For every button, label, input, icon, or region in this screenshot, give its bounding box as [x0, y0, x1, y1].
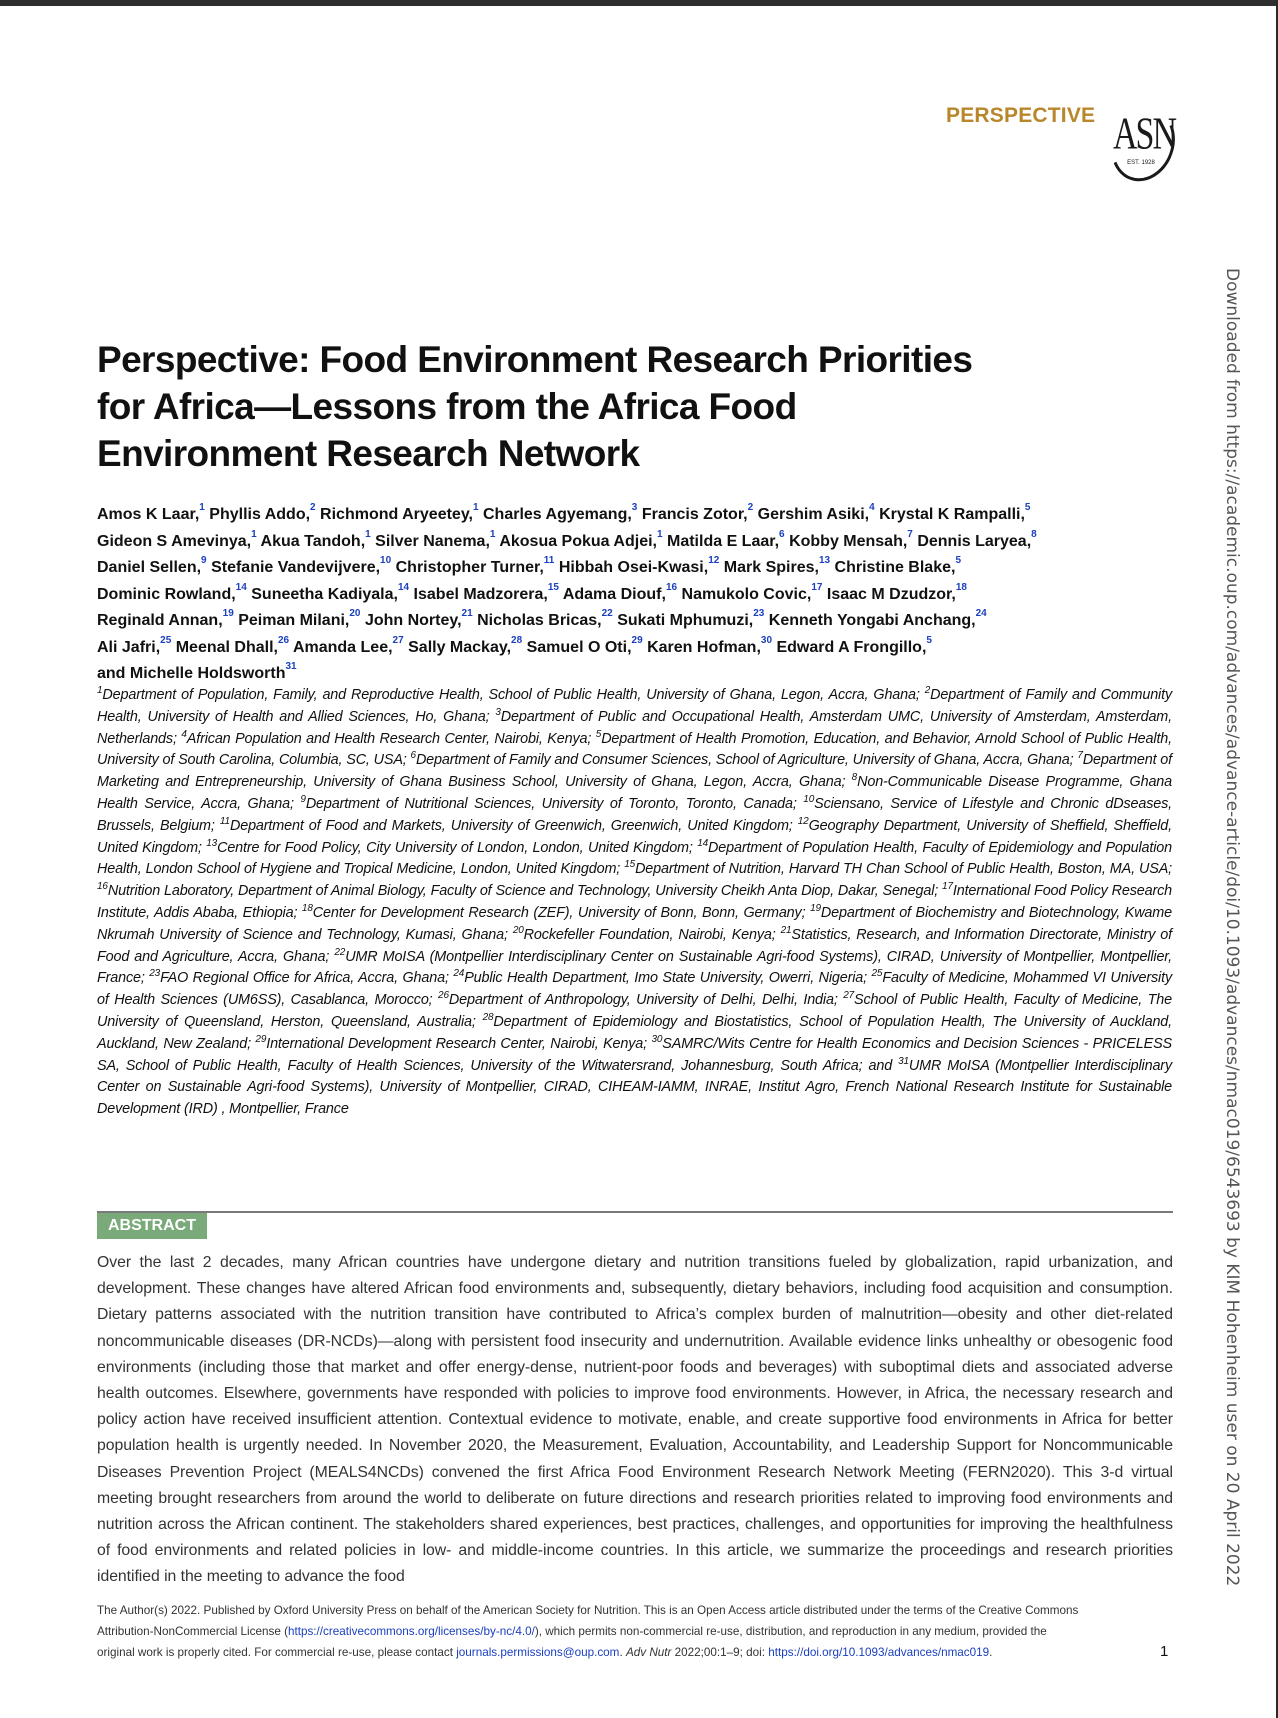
affiliation-number: 11	[219, 815, 230, 827]
author-name: Francis Zotor,	[641, 506, 748, 523]
author-affiliation-ref[interactable]: 27	[392, 634, 404, 646]
footer-text: Attribution-NonCommercial License (	[97, 1625, 288, 1638]
affiliation-number: 30	[651, 1033, 663, 1045]
affiliation-number: 1	[97, 685, 103, 696]
article-title-line: for Africa—Lessons from the Africa Food	[97, 386, 797, 427]
author-affiliation-ref[interactable]: 2	[747, 502, 754, 513]
author-name: Kenneth Yongabi Anchang,	[768, 612, 976, 629]
footer-text: .	[989, 1646, 993, 1659]
author-affiliation-ref[interactable]: 9	[201, 555, 207, 566]
author-name: Sukati Mphumuzi,	[617, 612, 754, 629]
author-list	[97, 502, 1197, 688]
affiliation-text: Faculty of Medicine, Mohammed VI University of Health Sciences (UM6SS), Casablanca, Morocco;	[97, 970, 1172, 1009]
abstract-label: ABSTRACT	[97, 1213, 207, 1239]
page-number: 1	[1160, 1643, 1169, 1660]
affiliation-number: 26	[438, 990, 449, 1002]
affiliation-number: 5	[595, 728, 602, 740]
abstract-divider	[97, 1211, 1173, 1213]
affiliation-text: UMR MoISA (Montpellier Interdisciplinary Center on Sustainable Agri-food Systems), University of Montpellier, CIRAD, CIHEAM-IAMM, INRAE, Institut Agro, French National Research Institute for Sustainable Development (IRD) , Montpellier, France	[97, 1057, 1172, 1118]
asn-logo-est: EST. 1928	[1127, 160, 1155, 166]
author-name: Amos K Laar,	[97, 506, 200, 523]
author-affiliation-ref[interactable]: 6	[779, 528, 785, 540]
affiliation-text: International Development Research Center, Nairobi, Kenya;	[266, 1035, 652, 1052]
author-name: Krystal K Rampalli,	[879, 506, 1025, 523]
author-affiliation-ref[interactable]: 25	[160, 634, 172, 646]
affiliation-text: Geography Department, University of Sheffield, Sheffield, United Kingdom;	[97, 817, 1172, 856]
footer-line	[97, 1642, 1157, 1663]
footer-text: original work is properly cited. For commercial re-use, please contact	[97, 1646, 457, 1659]
author-name: Charles Agyemang,	[483, 506, 632, 523]
author-name: Namukolo Covic,	[681, 585, 812, 603]
author-name: Christine Blake,	[834, 559, 956, 576]
permissions-email-link[interactable]: journals.permissions@oup.com	[456, 1646, 620, 1659]
author-line	[97, 661, 1197, 688]
affiliation-number: 9	[300, 793, 306, 805]
author-affiliation-ref[interactable]: 29	[631, 634, 643, 646]
footer-copyright	[97, 1600, 1157, 1663]
footer-text: ), which permits non-commercial re-use, distribution, and reproduction in any medium, provided the	[534, 1625, 1047, 1638]
author-affiliation-ref[interactable]: 21	[461, 608, 473, 619]
author-name: Isabel Madzorera,	[413, 585, 548, 603]
author-affiliation-ref[interactable]: 10	[380, 555, 392, 566]
article-title-line: Perspective: Food Environment Research Priorities	[97, 339, 973, 380]
author-name: Akosua Pokua Adjei,	[499, 532, 657, 550]
author-affiliation-ref[interactable]: 1	[199, 502, 205, 513]
affiliation-text: International Food Policy Research Institute, Addis Ababa, Ethiopia;	[97, 883, 1172, 921]
affiliation-text: Department of Nutrition, Harvard TH Chan School of Public Health, Boston, MA, USA;	[635, 861, 1172, 878]
author-name: and Michelle Holdsworth	[97, 665, 286, 682]
author-name: Meenal Dhall,	[175, 638, 278, 656]
author-affiliation-ref[interactable]: 1	[365, 528, 371, 540]
affiliation-text: Department of Food and Markets, University of Greenwich, Greenwich, United Kingdom;	[229, 817, 798, 834]
affiliation-number: 3	[495, 706, 501, 718]
author-affiliation-ref[interactable]: 1	[489, 528, 496, 540]
author-line	[97, 608, 1197, 635]
author-name: Christopher Turner,	[395, 559, 544, 576]
affiliation-text: Non-Communicable Disease Programme, Ghana Health Service, Accra, Ghana;	[97, 774, 1173, 812]
author-affiliation-ref[interactable]: 19	[222, 608, 234, 619]
author-line	[97, 555, 1197, 582]
asn-logo-text: ASN	[1113, 109, 1176, 160]
affiliation-number: 29	[255, 1033, 267, 1045]
author-name: Sally Mackay,	[408, 638, 512, 656]
author-affiliation-ref[interactable]: 14	[397, 581, 410, 593]
affiliation-number: 24	[453, 968, 465, 980]
affiliation-text: Department of Population, Family, and Reproductive Health, School of Public Health, University of Ghana, Legon, Accra, Ghana;	[102, 687, 925, 703]
affiliation-text: Department of Nutritional Sciences, University of Toronto, Toronto, Canada;	[305, 795, 804, 812]
footer-line	[97, 1621, 1157, 1642]
affiliation-number: 21	[780, 924, 792, 936]
author-affiliation-ref[interactable]: 5	[926, 634, 932, 646]
author-name: Phyllis Addo,	[209, 506, 311, 523]
affiliation-text: Department of Epidemiology and Biostatistics, School of Population Health, The University of Auckland, Auckland, New Zealand;	[97, 1013, 1173, 1052]
article-type-label: PERSPECTIVE	[946, 104, 1096, 127]
author-name: Hibbah Osei-Kwasi,	[558, 559, 709, 576]
author-affiliation-ref[interactable]: 20	[349, 608, 361, 619]
affiliation-text: Public Health Department, Imo State University, Owerri, Nigeria;	[464, 970, 872, 987]
affiliation-number: 25	[871, 968, 883, 980]
affiliation-text: Department of Population Health, Faculty of Epidemiology and Population Health, London School of Hygiene and Tropical Medicine, London, United Kingdom;	[97, 839, 1173, 878]
author-name: Edward A Frongillo,	[776, 638, 927, 656]
author-affiliation-ref[interactable]: 14	[235, 581, 247, 593]
author-name: Isaac M Dzudzor,	[826, 585, 956, 603]
affiliation-text: Sciensano, Service of Lifestyle and Chronic dDseases, Brussels, Belgium;	[97, 795, 1173, 834]
author-affiliation-ref[interactable]: 11	[543, 555, 555, 566]
footer-text: .	[619, 1646, 626, 1659]
author-affiliation-ref[interactable]: 13	[818, 555, 831, 566]
affiliation-number: 18	[301, 902, 313, 914]
author-affiliation-ref[interactable]: 28	[511, 634, 523, 646]
author-affiliation-ref[interactable]: 18	[955, 581, 967, 593]
author-affiliation-ref[interactable]: 3	[631, 502, 638, 513]
author-line	[97, 635, 1197, 662]
affiliation-number: 15	[624, 859, 636, 871]
abstract-text: Over the last 2 decades, many African countries have undergone dietary and nutrition transitions fueled by globalization, rapid urbanization, and development. These changes have altered African food environments and, subsequently, dietary behaviors, including food acquisition and consumption. Dietary patterns associated with the nutrition transition have contributed to Africa’s complex burden of malnutrition—obesity and other diet-related noncommunicable diseases (DR-NCDs)—along with persistent food insecurity and undernutrition. Available evidence links unhealthy or obesogenic food environments (including those that market and offer energy-dense, nutrient-poor foods and beverages) with suboptimal diets and associated adverse health outcomes. Elsewhere, governments have responded with policies to improve food environments. However, in Africa, the necessary research and policy action have received insufficient attention. Contextual evidence to motivate, enable, and create supportive food environments in Africa for better population health is urgently needed. In November 2020, the Measurement, Evaluation, Accountability, and Leadership Support for Noncommunicable Diseases Prevention Project (MEALS4NCDs) convened the first Africa Food Environment Research Network Meeting (FERN2020). This 3-d virtual meeting brought researchers from around the world to deliberate on future directions and research priorities related to improving food environments and nutrition across the African continent. The stakeholders shared experiences, best practices, challenges, and opportunities for improving the healthfulness of food environments and related policies in low- and middle-income countries. In this article, we summarize the proceedings and research priorities identified in the meeting to advance the food	[97, 1254, 1173, 1586]
affiliation-list	[97, 685, 1172, 1121]
author-name: Reginald Annan,	[97, 612, 223, 629]
download-watermark-text: Downloaded from https://academic.oup.com/advances/advance-article/doi/10.1093/advances/nmac019/6543693 by KIM Hohenheim user on 20 April 2022	[1222, 268, 1242, 1587]
affiliation-number: 19	[810, 902, 821, 914]
doi-link[interactable]: https://doi.org/10.1093/advances/nmac019	[768, 1646, 990, 1659]
author-affiliation-ref[interactable]: 26	[277, 634, 290, 646]
author-name: Mark Spires,	[723, 559, 819, 576]
license-link[interactable]: https://creativecommons.org/licenses/by-nc/4.0/	[287, 1625, 535, 1638]
author-name: Samuel O Oti,	[526, 638, 632, 656]
affiliation-number: 13	[206, 837, 218, 849]
affiliation-number: 16	[97, 881, 108, 893]
author-line	[97, 502, 1197, 529]
author-affiliation-ref[interactable]: 1	[472, 502, 479, 513]
author-name: Ali Jafri,	[97, 638, 161, 656]
journal-name: Adv Nutr	[625, 1646, 672, 1659]
download-watermark	[1222, 268, 1242, 1587]
author-line	[97, 529, 1197, 556]
author-name: John Nortey,	[364, 612, 462, 629]
author-line	[97, 582, 1197, 609]
affiliation-text: Department of Anthropology, University of Delhi, Delhi, India;	[448, 992, 844, 1009]
affiliation-number: 22	[334, 946, 346, 958]
author-name: Dominic Rowland,	[97, 585, 236, 603]
author-name: Richmond Aryeetey,	[320, 506, 473, 523]
author-affiliation-ref[interactable]: 22	[601, 608, 613, 619]
affiliation-text: Department of Public and Occupational Health, Amsterdam UMC, University of Amsterdam, Amsterdam, Netherlands;	[97, 708, 1172, 747]
author-affiliation-ref[interactable]: 1	[251, 528, 257, 540]
author-affiliation-ref[interactable]: 4	[869, 502, 875, 513]
author-affiliation-ref[interactable]: 31	[285, 661, 297, 672]
affiliation-text: FAO Regional Office for Africa, Accra, Ghana;	[160, 970, 454, 987]
affiliation-number: 4	[181, 728, 187, 740]
affiliation-text: UMR MoISA (Montpellier Interdisciplinary Center on Sustainable Agri-food Systems), CIRAD, University of Montpellier, Montpellier, France;	[97, 948, 1172, 987]
affiliation-text: Department of Biochemistry and Biotechnology, Kwame Nkrumah University of Science and Technology, Kumasi, Ghana;	[97, 904, 1172, 943]
footer-line: The Author(s) 2022. Published by Oxford University Press on behalf of the American Society for Nutrition. This is an Open Access article distributed under the terms of the Creative Commons	[97, 1604, 1079, 1617]
affiliation-number: 12	[797, 815, 809, 827]
affiliation-number: 17	[942, 881, 953, 893]
author-name: Amanda Lee,	[292, 638, 393, 656]
author-affiliation-ref[interactable]: 1	[656, 528, 663, 540]
affiliation-text: African Population and Health Research Center, Nairobi, Kenya;	[186, 730, 596, 747]
asn-logo	[1110, 102, 1176, 184]
author-affiliation-ref[interactable]: 5	[955, 555, 962, 566]
affiliation-number: 23	[149, 968, 161, 980]
affiliation-number: 6	[410, 750, 416, 762]
affiliation-text: Centre for Food Policy, City University of London, London, United Kingdom;	[217, 839, 698, 856]
affiliation-text: Statistics, Research, and Information Directorate, Ministry of Food and Agriculture, Accra, Ghana;	[97, 926, 1172, 965]
author-name: Suneetha Kadiyala,	[251, 585, 398, 603]
affiliation-text: Department of Family and Community Health, University of Health and Allied Sciences, Ho, Ghana;	[97, 687, 1173, 725]
author-name: Gershim Asiki,	[757, 506, 870, 523]
paper-page	[0, 6, 1276, 1718]
author-name: Karen Hofman,	[647, 638, 761, 656]
author-affiliation-ref[interactable]: 16	[665, 581, 678, 593]
affiliation-number: 28	[482, 1011, 494, 1023]
author-name: Nicholas Bricas,	[477, 612, 602, 629]
author-affiliation-ref[interactable]: 24	[975, 608, 987, 619]
author-affiliation-ref[interactable]: 30	[760, 634, 773, 646]
author-affiliation-ref[interactable]: 23	[753, 608, 765, 619]
author-name: Adama Diouf,	[562, 585, 666, 603]
affiliation-text: School of Public Health, Faculty of Medicine, The University of Queensland, Herston, Queensland, Australia;	[97, 992, 1172, 1030]
affiliation-number: 10	[803, 793, 815, 805]
author-affiliation-ref[interactable]: 17	[811, 581, 823, 593]
author-affiliation-ref[interactable]: 15	[547, 581, 559, 593]
author-name: Akua Tandoh,	[260, 532, 366, 550]
article-title	[97, 336, 997, 477]
author-name: Gideon S Amevinya,	[97, 532, 252, 550]
author-name: Stefanie Vandevijvere,	[211, 559, 381, 576]
affiliation-number: 7	[1077, 750, 1083, 762]
article-title-line: Environment Research Network	[97, 433, 640, 474]
author-affiliation-ref[interactable]: 5	[1024, 502, 1031, 513]
author-name: Daniel Sellen,	[97, 559, 202, 576]
author-affiliation-ref[interactable]: 7	[907, 528, 913, 540]
author-name: Silver Nanema,	[375, 532, 490, 550]
author-name: Peiman Milani,	[238, 612, 350, 629]
affiliation-number: 20	[512, 924, 524, 936]
affiliation-number: 8	[851, 772, 858, 784]
author-name: Dennis Laryea,	[917, 532, 1032, 550]
affiliation-text: Department of Family and Consumer Sciences, School of Agriculture, University of Ghana, Accra, Ghana;	[415, 752, 1078, 769]
affiliation-text: SAMRC/Wits Centre for Health Economics and Decision Sciences - PRICELESS SA, School of Public Health, Faculty of Health Sciences, University of the Witwatersrand, Johannesburg, South Africa; and	[97, 1035, 1172, 1074]
author-affiliation-ref[interactable]: 12	[708, 555, 720, 566]
affiliation-text: Department of Health Promotion, Education, and Behavior, Arnold School of Public Health, University of South Carolina, Columbia, SC, USA;	[97, 730, 1172, 769]
affiliation-text: Department of Marketing and Entrepreneurship, University of Ghana Business School, University of Ghana, Legon, Accra, Ghana;	[97, 752, 1172, 791]
affiliation-text: Rockefeller Foundation, Nairobi, Kenya;	[523, 926, 781, 943]
author-affiliation-ref[interactable]: 8	[1031, 528, 1037, 540]
affiliation-number: 27	[843, 990, 855, 1002]
affiliation-text: Nutrition Laboratory, Department of Animal Biology, Faculty of Science and Technology, University Cheikh Anta Diop, Dakar, Senegal;	[107, 883, 943, 900]
author-name: Matilda E Laar,	[667, 532, 780, 550]
author-affiliation-ref[interactable]: 2	[310, 502, 316, 513]
affiliation-number: 14	[697, 837, 709, 849]
author-name: Kobby Mensah,	[789, 532, 908, 550]
footer-text: 2022;00:1–9; doi:	[671, 1646, 769, 1659]
affiliation-number: 31	[898, 1055, 909, 1067]
affiliation-number: 2	[924, 685, 931, 696]
affiliation-text: Center for Development Research (ZEF), University of Bonn, Bonn, Germany;	[312, 904, 811, 921]
